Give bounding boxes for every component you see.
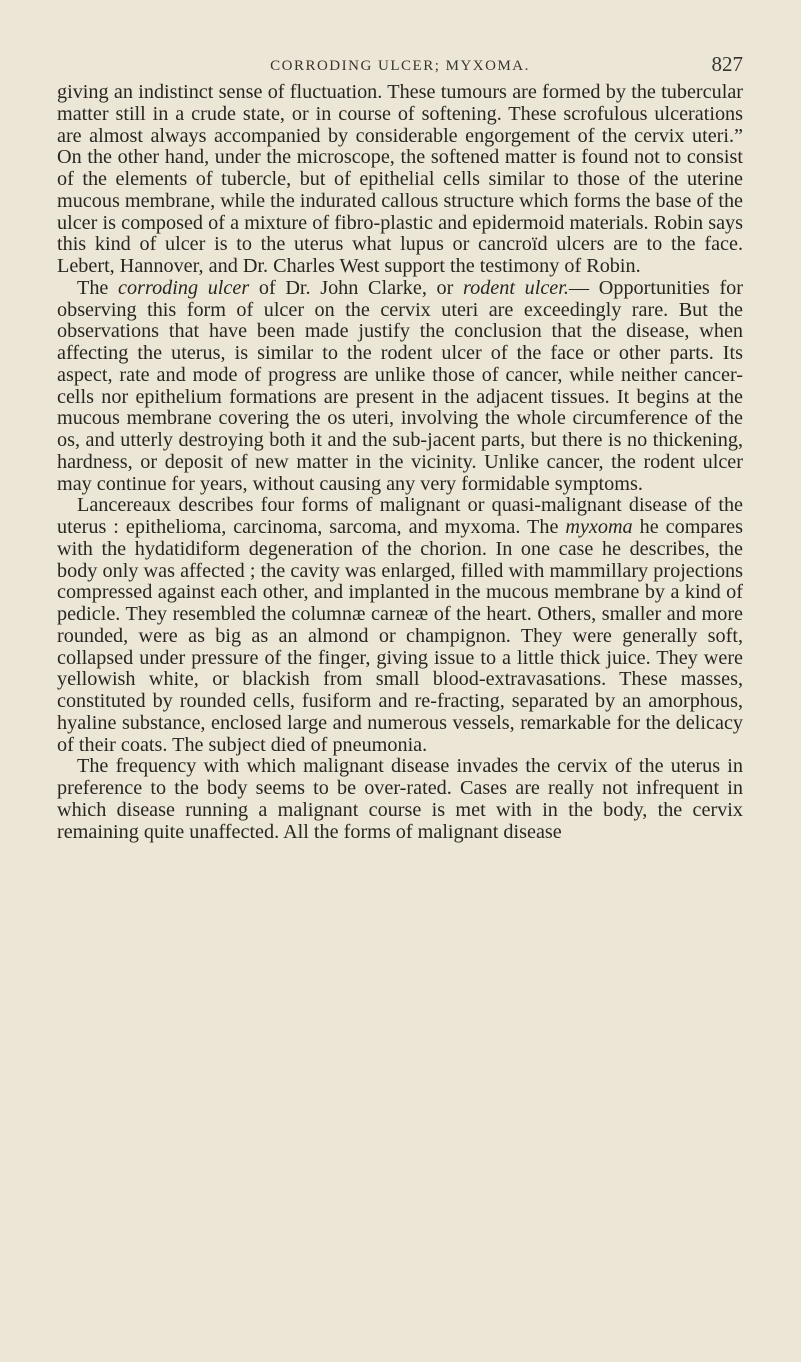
text-run: The: [77, 276, 119, 299]
text-run: he compares with the hydatidiform degeneration of the chorion. In one case he describes, the body only was affected ; the cavity was enlarged, filled with mammillary projections compressed against each other, and implanted in the mucous membrane by a kind of pedicle. They resembled the columnæ carneæ of the heart. Others, smaller and more rounded, were as big as an almond or champignon. They were generally soft, collapsed under pressure of the finger, giving issue to a little thick juice. They were yellowish white, or blackish from small blood-extravasations. These masses, constituted by rounded cells, fusiform and re-fracting, separated by an amorphous, hyaline substance, enclosed large and numerous vessels, remarkable for the delicacy of their coats. The subject died of pneumonia.: [57, 516, 743, 756]
paragraph-tubercular-ulcer: giving an indistinct sense of fluctuation. These tumours are formed by the tubercular matter still in a crude state, or in course of softening. These scrofulous ulcerations are almost always accompanied by considerable engorgement of the cervix uteri.” On the other hand, under the microscope, the softened matter is found not to consist of the elements of tubercle, but of epithelial cells similar to those of the uterine mucous membrane, while the indurated callous structure which forms the base of the ulcer is composed of a mixture of fibro-plastic and epidermoid materials. Robin says this kind of ulcer is to the uterus what lupus or cancroïd ulcers are to the face. Lebert, Hannover, and Dr. Charles West support the testimony of Robin.: [57, 81, 743, 277]
page-number: 827: [711, 52, 743, 76]
italic-term-corroding-ulcer: corroding ulcer: [118, 276, 250, 299]
italic-term-rodent-ulcer: rodent ulcer.: [463, 276, 569, 299]
text-run: — Opportunities for observing this form of ulcer on the cervix uteri are exceedingly rare. But the observations that have been made justify the conclusion that the disease, when affecting the uterus, is similar to the rodent ulcer of the face or other parts. Its aspect, rate and mode of progress are unlike those of cancer, while neither cancer-cells nor epithelium formations are present in the adjacent tissues. It begins at the mucous membrane covering the os uteri, involving the whole circumference of the os, and utterly destroying both it and the sub-jacent parts, but there is no thickening, hardness, or deposit of new matter in the vicinity. Unlike cancer, the rodent ulcer may continue for years, without causing any very formidable symptoms.: [57, 276, 743, 495]
italic-term-myxoma: myxoma: [565, 516, 633, 538]
paragraph-frequency: The frequency with which malignant disease invades the cervix of the uterus in preference to the body seems to be over-rated. Cases are really not infrequent in which disease running a malignant course is met with in the body, the cervix remaining quite unaffected. All the forms of malignant disease: [57, 755, 743, 843]
paragraph-corroding-ulcer: [57, 278, 743, 496]
body-text: [57, 82, 743, 843]
running-head: CORRODING ULCER; MYXOMA.: [270, 58, 530, 74]
paragraph-lancereaux-myxoma: [57, 495, 743, 756]
text-run: of Dr. John Clarke, or: [249, 276, 464, 299]
page-header: [57, 52, 743, 78]
text-run: Lancereaux describes four forms of malignant or quasi-malignant disease of the uterus : epithelioma, carcinoma, sarcoma, and myxoma. The: [57, 494, 743, 538]
